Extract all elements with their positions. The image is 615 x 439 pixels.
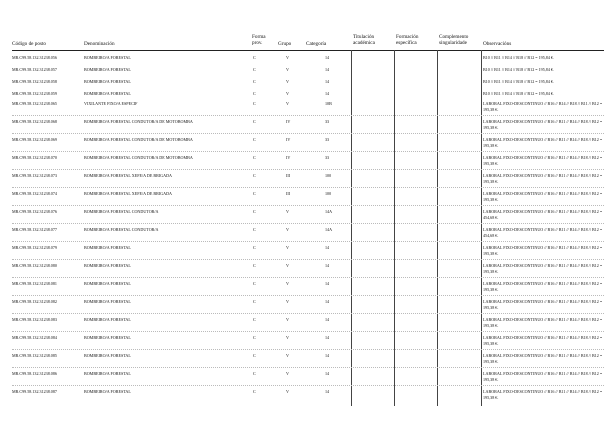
cell-codigo: MR.C99.58.132.31238.077 xyxy=(12,227,57,232)
cell-observaciones: LABORAL FIXO-DESCONTINUO // B16 // B11 // B14 // B18 // B12 = 195,38 €. xyxy=(483,389,603,400)
cell-categoria: 14 xyxy=(325,55,330,60)
row-separator xyxy=(12,187,604,188)
cell-forma: C xyxy=(253,173,256,178)
cell-codigo: MR.C99.58.132.31238.073 xyxy=(12,173,57,178)
cell-denominacion: BOMBEIRO/A FORESTAL xyxy=(84,67,131,72)
cell-observaciones: LABORAL FIXO-DESCONTINUO // B16 // B11 // B14 // B18 // B12 = 195,38 €. xyxy=(483,155,603,166)
cell-codigo: MR.C99.58.132.31238.059 xyxy=(12,91,57,96)
cell-observaciones: LABORAL FIXO-DESCONTINUO // B16 // B11 // B14 // B18 // B12 = 195,38 €. xyxy=(483,137,603,148)
cell-codigo: MR.C99.58.132.31238.069 xyxy=(12,137,57,142)
row-separator xyxy=(12,295,604,296)
cell-denominacion: BOMBEIRO/A FORESTAL xyxy=(84,371,131,376)
header-categoria: Categoría xyxy=(306,41,327,47)
cell-codigo: MR.C99.58.132.31238.083 xyxy=(12,317,57,322)
cell-codigo: MR.C99.58.132.31238.081 xyxy=(12,281,57,286)
row-separator xyxy=(12,241,604,242)
cell-forma: C xyxy=(253,101,256,106)
cell-codigo: MR.C99.58.132.31238.058 xyxy=(12,79,57,84)
cell-categoria: 14 xyxy=(325,371,330,376)
cell-categoria: 14 xyxy=(325,335,330,340)
cell-forma: C xyxy=(253,55,256,60)
cell-codigo: MR.C99.58.132.31238.085 xyxy=(12,353,57,358)
cell-observaciones: LABORAL FIXO-DESCONTINUO // B16 // B11 // B14 // B18 // B12 = 195,38 €. xyxy=(483,317,603,328)
cell-grupo: V xyxy=(286,335,289,340)
cell-grupo: V xyxy=(286,67,289,72)
cell-codigo: MR.C99.58.132.31238.084 xyxy=(12,335,57,340)
header-grupo: Grupo xyxy=(278,41,292,47)
cell-denominacion: BOMBEIRO/A FORESTAL xyxy=(84,79,131,84)
cell-denominacion: BOMBEIRO/A FORESTAL xyxy=(84,91,131,96)
cell-denominacion: BOMBEIRO/A FORESTAL xyxy=(84,335,131,340)
header-codigo: Código de posto xyxy=(12,41,47,47)
cell-denominacion: BOMBEIRO/A FORESTAL CONDUTOR/A DE MOTOBOMBA xyxy=(84,155,193,160)
header-forma: Forma prov. xyxy=(252,34,266,46)
row-separator xyxy=(12,169,604,170)
cell-forma: C xyxy=(253,209,256,214)
cell-categoria: 14 xyxy=(325,389,330,394)
cell-denominacion: BOMBEIRO/A FORESTAL XEFE/A DE BRIGADA xyxy=(84,191,172,196)
cell-grupo: IV xyxy=(286,137,291,142)
cell-categoria: 14 xyxy=(325,299,330,304)
cell-grupo: V xyxy=(286,227,289,232)
cell-denominacion: BOMBEIRO/A FORESTAL CONDUTOR/A DE MOTOBOMBA xyxy=(84,119,193,124)
cell-denominacion: BOMBEIRO/A FORESTAL CONDUTOR/A xyxy=(84,209,159,214)
cell-denominacion: BOMBEIRO/A FORESTAL xyxy=(84,55,131,60)
cell-observaciones: LABORAL FIXO-DESCONTINUO // B16 // B11 // B14 // B18 // B12 = 195,38 €. xyxy=(483,371,603,382)
cell-categoria: 14 xyxy=(325,263,330,268)
header-observaciones: Observacións xyxy=(483,41,512,47)
cell-grupo: V xyxy=(286,263,289,268)
header-complemento: Complemento singularidade xyxy=(439,34,469,46)
cell-categoria: 33 xyxy=(325,137,330,142)
cell-forma: C xyxy=(253,245,256,250)
cell-categoria: 14 xyxy=(325,245,330,250)
cell-codigo: MR.C99.58.132.31238.068 xyxy=(12,119,57,124)
cell-observaciones: B10 // B11 // B14 // B18 // B12 = 195,84 €. xyxy=(483,67,554,72)
row-separator xyxy=(12,205,604,206)
header-denominacion: Denominación xyxy=(84,41,115,47)
cell-denominacion: BOMBEIRO/A FORESTAL xyxy=(84,263,131,268)
cell-observaciones: B10 // B11 // B14 // B18 // B12 = 195,84 €. xyxy=(483,55,554,60)
cell-forma: C xyxy=(253,91,256,96)
cell-categoria: 14A xyxy=(325,209,333,214)
cell-categoria: 14 xyxy=(325,67,330,72)
cell-grupo: V xyxy=(286,209,289,214)
cell-forma: C xyxy=(253,389,256,394)
cell-observaciones: LABORAL FIXO-DESCONTINUO // B16 // B11 // B14 // B18 // B12 = 195,38 €. xyxy=(483,281,603,292)
cell-forma: C xyxy=(253,335,256,340)
cell-grupo: V xyxy=(286,299,289,304)
cell-observaciones: LABORAL FIXO-DESCONTINUO // B16 // B11 // B14 // B18 // B12 = 454,68 €. xyxy=(483,227,603,238)
cell-forma: C xyxy=(253,317,256,322)
cell-denominacion: BOMBEIRO/A FORESTAL xyxy=(84,389,131,394)
row-separator xyxy=(12,367,604,368)
cell-observaciones: LABORAL FIXO-DESCONTINUO // B16 // B11 // B14 // B18 // B12 = 195,38 €. xyxy=(483,173,603,184)
cell-categoria: 14 xyxy=(325,353,330,358)
cell-denominacion: BOMBEIRO/A FORESTAL xyxy=(84,281,131,286)
cell-forma: C xyxy=(253,281,256,286)
cell-forma: C xyxy=(253,353,256,358)
cell-categoria: 14 xyxy=(325,281,330,286)
cell-codigo: MR.C99.58.132.31238.087 xyxy=(12,389,57,394)
cell-observaciones: B10 // B11 // B14 // B18 // B12 = 195,84 €. xyxy=(483,79,554,84)
cell-categoria: 33 xyxy=(325,119,330,124)
cell-codigo: MR.C99.58.132.31238.065 xyxy=(12,101,57,106)
row-separator xyxy=(12,385,604,386)
cell-grupo: V xyxy=(286,79,289,84)
cell-forma: C xyxy=(253,79,256,84)
header-formacion: Formación específica xyxy=(396,34,419,46)
cell-forma: C xyxy=(253,227,256,232)
cell-observaciones: LABORAL FIXO-DESCONTINUO // B16 // B11 // B14 // B18 // B12 = 195,38 €. xyxy=(483,191,603,202)
cell-observaciones: LABORAL FIXO-DESCONTINUO // B16 // B11 // B14 // B18 // B12 = 195,38 €. xyxy=(483,119,603,130)
cell-denominacion: BOMBEIRO/A FORESTAL CONDUTOR/A xyxy=(84,227,159,232)
cell-categoria: 100 xyxy=(325,173,332,178)
row-separator xyxy=(12,331,604,332)
cell-denominacion: BOMBEIRO/A FORESTAL xyxy=(84,353,131,358)
cell-grupo: V xyxy=(286,389,289,394)
cell-codigo: MR.C99.58.132.31238.056 xyxy=(12,55,57,60)
cell-observaciones: LABORAL FIXO-DESCONTINUO // B16 // B11 // B14 // B18 // B12 = 195,38 €. xyxy=(483,263,603,274)
table-row xyxy=(0,388,615,406)
cell-denominacion: VIXILANTE FIXO/A ESPECIF xyxy=(84,101,138,106)
cell-denominacion: BOMBEIRO/A FORESTAL xyxy=(84,299,131,304)
cell-observaciones: LABORAL FIXO-DESCONTINUO // B16 // B14 // B18 // B11 // B12 = 195,38 €. xyxy=(483,101,603,112)
cell-categoria: 10B xyxy=(325,101,332,106)
cell-categoria: 14 xyxy=(325,91,330,96)
cell-denominacion: BOMBEIRO/A FORESTAL xyxy=(84,245,131,250)
cell-codigo: MR.C99.58.132.31238.076 xyxy=(12,209,57,214)
cell-grupo: V xyxy=(286,317,289,322)
cell-grupo: IV xyxy=(286,155,291,160)
row-separator xyxy=(12,223,604,224)
cell-forma: C xyxy=(253,137,256,142)
cell-forma: C xyxy=(253,299,256,304)
cell-categoria: 100 xyxy=(325,191,332,196)
cell-grupo: V xyxy=(286,353,289,358)
header-divider xyxy=(12,50,604,51)
cell-forma: C xyxy=(253,119,256,124)
cell-denominacion: BOMBEIRO/A FORESTAL XEFE/A DE BRIGADA xyxy=(84,173,172,178)
row-separator xyxy=(12,313,604,314)
cell-forma: C xyxy=(253,67,256,72)
cell-observaciones: B10 // B11 // B14 // B18 // B12 = 195,84 €. xyxy=(483,91,554,96)
cell-grupo: V xyxy=(286,245,289,250)
row-separator xyxy=(12,115,604,116)
cell-codigo: MR.C99.58.132.31238.080 xyxy=(12,263,57,268)
cell-codigo: MR.C99.58.132.31238.079 xyxy=(12,245,57,250)
cell-categoria: 14 xyxy=(325,79,330,84)
cell-codigo: MR.C99.58.132.31238.086 xyxy=(12,371,57,376)
cell-observaciones: LABORAL FIXO-DESCONTINUO // B16 // B11 // B14 // B18 // B12 = 195,38 €. xyxy=(483,335,603,346)
cell-grupo: III xyxy=(286,191,291,196)
cell-observaciones: LABORAL FIXO-DESCONTINUO // B16 // B11 // B14 // B18 // B12 = 195,38 €. xyxy=(483,245,603,256)
cell-codigo: MR.C99.58.132.31238.057 xyxy=(12,67,57,72)
cell-forma: C xyxy=(253,263,256,268)
cell-categoria: 14 xyxy=(325,317,330,322)
cell-observaciones: LABORAL FIXO-DESCONTINUO // B16 // B11 // B14 // B18 // B12 = 454,68 €. xyxy=(483,209,603,220)
cell-codigo: MR.C99.58.132.31238.074 xyxy=(12,191,57,196)
cell-categoria: 14A xyxy=(325,227,333,232)
cell-grupo: V xyxy=(286,55,289,60)
cell-observaciones: LABORAL FIXO-DESCONTINUO // B16 // B11 // B14 // B18 // B12 = 195,38 €. xyxy=(483,299,603,310)
cell-codigo: MR.C99.58.132.31238.082 xyxy=(12,299,57,304)
cell-grupo: IV xyxy=(286,119,291,124)
row-separator xyxy=(12,277,604,278)
cell-observaciones: LABORAL FIXO-DESCONTINUO // B16 // B11 // B14 // B18 // B12 = 195,38 €. xyxy=(483,353,603,364)
cell-denominacion: BOMBEIRO/A FORESTAL CONDUTOR/A DE MOTOBOMBA xyxy=(84,137,193,142)
row-separator xyxy=(12,259,604,260)
cell-denominacion: BOMBEIRO/A FORESTAL xyxy=(84,317,131,322)
cell-grupo: V xyxy=(286,371,289,376)
cell-forma: C xyxy=(253,371,256,376)
cell-forma: C xyxy=(253,191,256,196)
cell-grupo: V xyxy=(286,91,289,96)
cell-categoria: 33 xyxy=(325,155,330,160)
row-separator xyxy=(12,133,604,134)
row-separator xyxy=(12,349,604,350)
cell-forma: C xyxy=(253,155,256,160)
cell-grupo: III xyxy=(286,173,291,178)
row-separator xyxy=(12,151,604,152)
cell-grupo: V xyxy=(286,101,289,106)
header-titulacion: Titulación académica xyxy=(353,34,375,46)
cell-grupo: V xyxy=(286,281,289,286)
table-header xyxy=(0,34,615,50)
cell-codigo: MR.C99.58.132.31238.070 xyxy=(12,155,57,160)
